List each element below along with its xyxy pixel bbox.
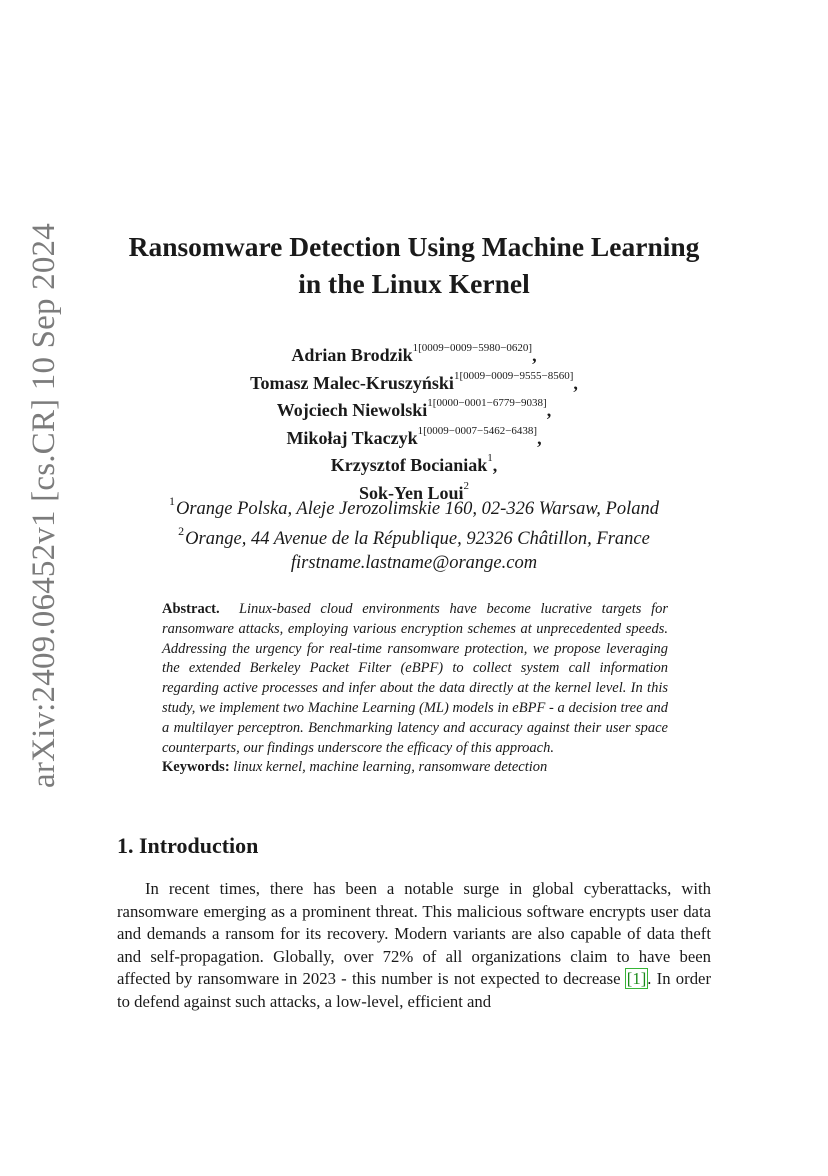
paper-title [100,228,728,302]
citation-link[interactable]: [1] [626,969,647,989]
affiliation-1: $^1$Orange Polska, Aleje Jerozolimskie 160, 02-326 Warsaw, Poland [168,494,659,520]
author-entry: Mikołaj Tkaczyk$^{1[0009-0007-5462-6438]}$, [286,424,542,448]
author-affiliation-mark: 2 [463,479,470,492]
author-affiliation-mark: 1 [487,452,493,464]
abstract-text: Linux-based cloud environments have become lucrative targets for ransomware attacks, employing various encryption schemes at unprecedented speeds. Addressing the urgency for real-time ransomware protection, we propose leveraging the extended Berkeley Packet Filter (eBPF) to collect system call information regarding active processes and infer about the data directly at the kernel level. In this study, we implement two Machine Learning (ML) models in eBPF - a decision tree and a multilayer perceptron. Benchmarking latency and accuracy against their user space counterparts, our findings underscore the efficacy of this approach. [162,601,669,756]
author-entry: Wojciech Niewolski$^{1[0000-0001-6779-9038]}$, [276,397,552,420]
author-entry: Tomasz Malec-Kruszyński$^{1[0009-0009-9555-8560]}$, [250,369,578,393]
author-orcid[interactable]: 1[0009−0009−5980−0620] [412,342,533,354]
author-name: Mikołaj Tkaczyk [286,427,418,448]
keywords-label: Keywords: [162,759,230,776]
author-list [100,340,728,505]
arxiv-identifier[interactable]: arXiv:2409.06452v1 [cs.CR] 10 Sep 2024 [25,223,62,788]
contact-email: firstname.lastname@orange.com [290,553,538,574]
abstract-label: Abstract. [162,601,220,617]
arxiv-stamp [16,213,72,798]
affiliations [100,491,728,575]
author-entry: Krzysztof Bocianiak$^1$, [330,452,498,475]
author-name: Tomasz Malec-Kruszyński [250,372,454,393]
keywords-text: linux kernel, machine learning, ransomware detection [233,759,548,776]
abstract-paragraph [162,600,668,758]
title-line-1: Ransomware Detection Using Machine Learning [128,231,700,262]
affiliation-2: $^2$Orange, 44 Avenue de la République, 92326 Châtillon, France [178,524,650,550]
author-name: Wojciech Niewolski [276,400,428,420]
title-line-2: in the Linux Kernel [298,268,530,299]
author-entry: Adrian Brodzik$^{1[0009-0009-5980-0620]}$, [291,342,537,365]
abstract [162,600,668,778]
keywords [162,758,668,778]
author-orcid[interactable]: 1[0000−0001−6779−9038] [427,397,547,409]
author-name: Sok-Yen Loui [358,482,464,503]
author-name: Krzysztof Bocianiak [330,455,488,475]
section-heading-introduction: 1. Introduction [117,833,259,858]
author-name: Adrian Brodzik [291,345,413,365]
author-orcid[interactable]: 1[0009−0007−5462−6438] [417,424,538,437]
author-orcid[interactable]: 1[0009−0009−9555−8560] [453,369,574,382]
introduction-paragraph: In recent times, there has been a notable surge in global cyberattacks, with ransomware emerging as a prominent threat. This malicious software encrypts user data and demands a ransom for its recovery. Modern variants are also capable of data theft and self-propagation. Globally, over 72% of all organizations claim to have been affected by ransomware in 2023 - this number is not expected to decrease [1]. In order to defend against such attacks, a low-level, efficient and [117,879,712,1011]
